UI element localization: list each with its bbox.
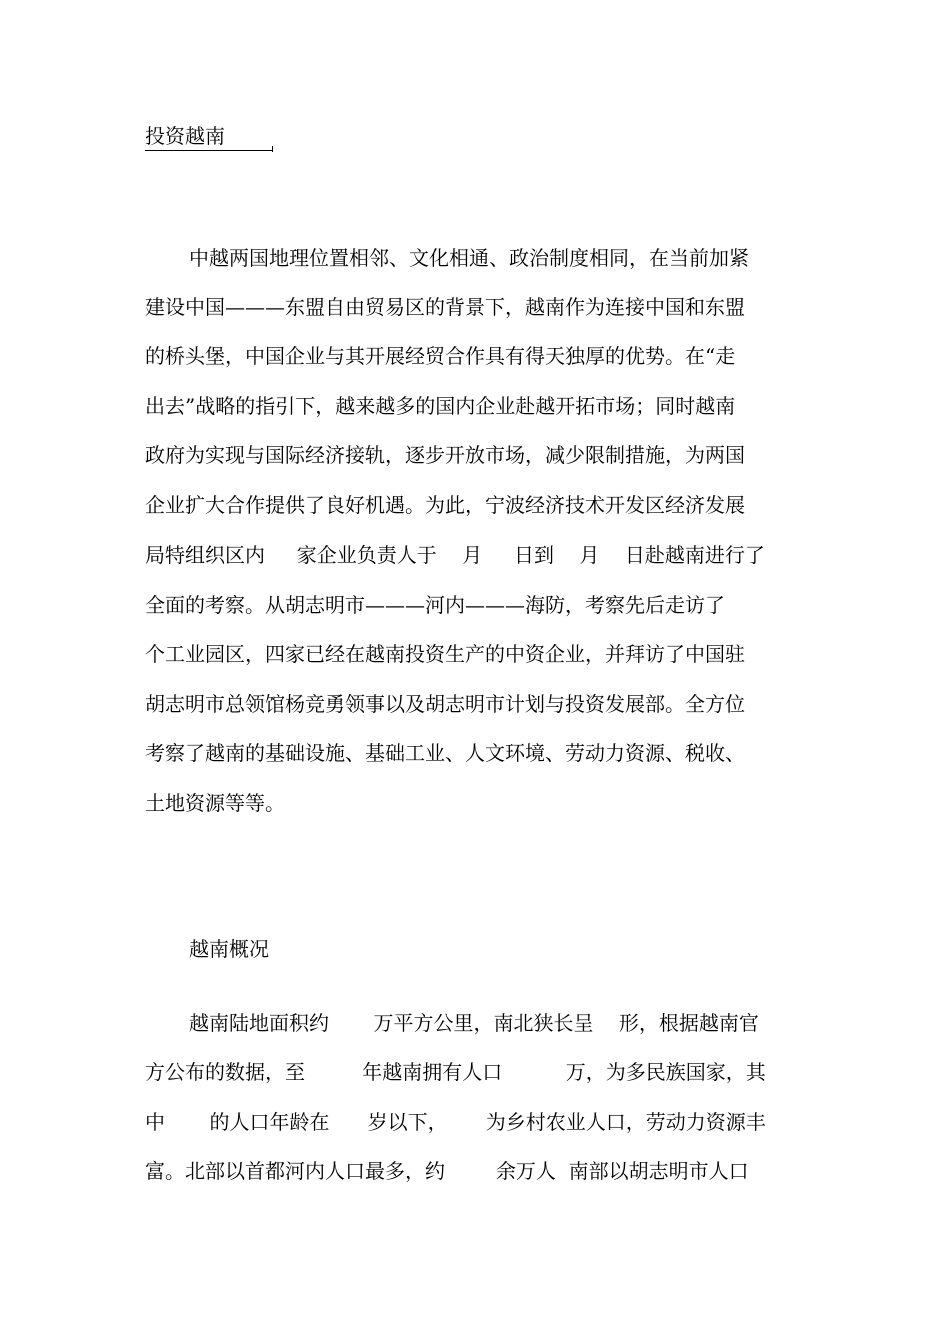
header-underline <box>145 150 273 151</box>
section-title-overview: 越南概况 <box>189 937 269 961</box>
paragraph-line: 越南陆地面积约 万平方公里，南北狭长呈 形，根据越南官 <box>189 1011 759 1035</box>
paragraph-line: 富。北部以首都河内人口最多，约 余万人 南部以胡志明市人口 <box>145 1159 749 1183</box>
paragraph-line: 中 的人口年龄在 岁以下， 为乡村农业人口，劳动力资源丰 <box>145 1110 766 1134</box>
document-header-title: 投资越南 <box>145 124 225 148</box>
paragraph-line: 全面的考察。从胡志明市———河内———海防，考察先后走访了 <box>145 593 725 617</box>
paragraph-line: 土地资源等等。 <box>145 791 285 815</box>
paragraph-line: 个工业园区，四家已经在越南投资生产的中资企业，并拜访了中国驻 <box>145 642 745 666</box>
paragraph-line: 方公布的数据，至 年越南拥有人口 万，为多民族国家，其 <box>145 1060 766 1084</box>
header-underline-tick <box>272 146 273 152</box>
paragraph-line: 政府为实现与国际经济接轨，逐步开放市场，减少限制措施，为两国 <box>145 443 745 467</box>
paragraph-line: 胡志明市总领馆杨竞勇领事以及胡志明市计划与投资发展部。全方位 <box>145 692 745 716</box>
paragraph-line: 出去”战略的指引下，越来越多的国内企业赴越开拓市场；同时越南 <box>145 394 736 418</box>
paragraph-line: 建设中国———东盟自由贸易区的背景下，越南作为连接中国和东盟 <box>145 295 745 319</box>
paragraph-line: 中越两国地理位置相邻、文化相通、政治制度相同，在当前加紧 <box>189 246 749 270</box>
paragraph-line: 考察了越南的基础设施、基础工业、人文环境、劳动力资源、税收、 <box>145 741 745 765</box>
paragraph-line: 的桥头堡，中国企业与其开展经贸合作具有得天独厚的优势。在“走 <box>145 344 736 368</box>
paragraph-line: 局特组织区内 家企业负责人于 月 日到 月 日赴越南进行了 <box>145 543 765 567</box>
paragraph-line: 企业扩大合作提供了良好机遇。为此，宁波经济技术开发区经济发展 <box>145 493 745 517</box>
